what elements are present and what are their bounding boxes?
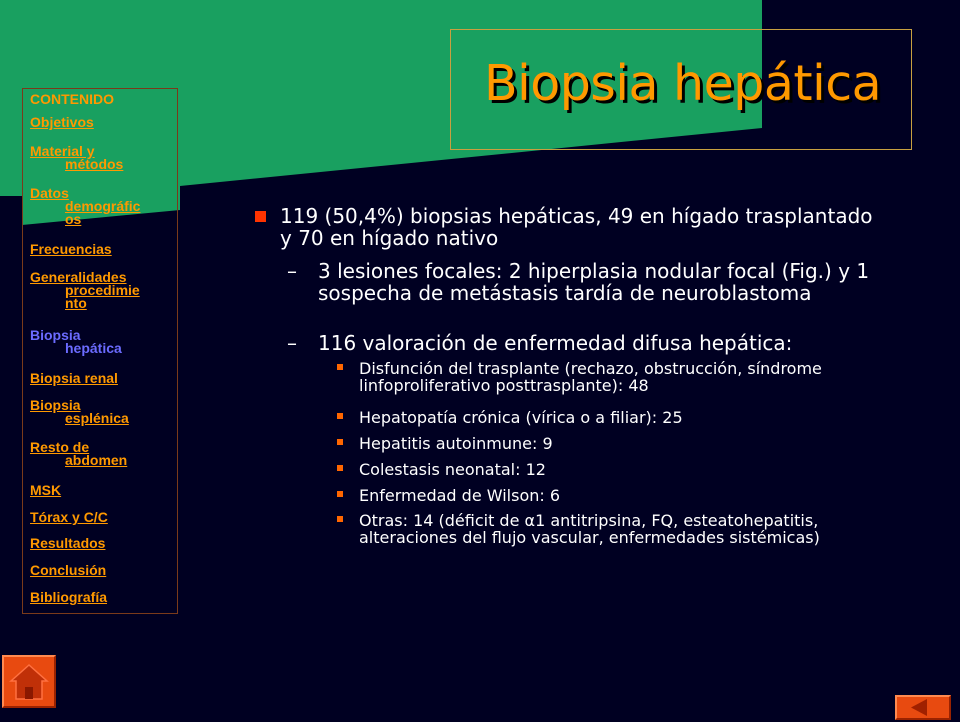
square-bullet-icon [337,465,343,471]
toc-link-0[interactable] [30,116,94,129]
toc-link-line: nto [65,295,87,311]
previous-slide-button[interactable] [895,695,951,720]
toc-link-line: Generalidades [30,269,127,285]
toc-link-line: esplénica [65,410,129,426]
toc-link-9[interactable] [30,484,61,497]
bullet-text: Otras: 14 (déficit de α1 antitripsina, FQ, esteatohepatitis, alteraciones del flujo vascular, enfermedades sistémicas) [359,511,820,547]
square-bullet-icon [337,413,343,419]
toc-link-12[interactable] [30,564,106,577]
toc-link-line: Tórax y C/C [30,509,108,525]
dash-bullet-icon: – [287,259,297,283]
toc-link-line: abdomen [65,452,128,468]
toc-link-3[interactable] [30,243,112,256]
toc-link-line: procedimie [65,282,140,298]
toc-link-8[interactable] [30,441,127,467]
home-icon [4,657,54,706]
bullet-text: 119 (50,4%) biopsias hepáticas, 49 en hígado trasplantado y 70 en hígado nativo [280,204,873,250]
home-button[interactable] [2,655,56,708]
toc-link-2[interactable] [30,187,140,226]
bullet-text: 116 valoración de enfermedad difusa hepática: [318,331,793,355]
bullet-text: Disfunción del trasplante (rechazo, obstrucción, síndrome linfoproliferativo posttrasplante): 48 [359,359,822,395]
bullet-text: Enfermedad de Wilson: 6 [359,486,561,505]
toc-link-line: Conclusión [30,562,107,578]
toc-link-11[interactable] [30,537,105,550]
toc-link-line: Bibliografía [30,589,108,605]
toc-link-line: métodos [65,156,124,172]
arrow-left-icon [897,697,949,718]
toc-link-line: Objetivos [30,114,94,130]
bullet-text: 3 lesiones focales: 2 hiperplasia nodular focal (Fig.) y 1 sospecha de metástasis tardía de neuroblastoma [318,259,870,305]
toc-link-7[interactable] [30,399,129,425]
toc-link-10[interactable] [30,511,108,524]
toc-heading: CONTENIDO [30,91,114,107]
toc-link-5[interactable] [30,329,122,355]
toc-link-line: hepática [65,340,122,356]
toc-link-line: Datos [30,185,69,201]
dash-bullet-icon: – [287,331,297,355]
toc-link-line: demográfic [65,198,141,214]
square-bullet-icon [337,364,343,370]
toc-link-1[interactable] [30,145,123,171]
square-bullet-icon [337,516,343,522]
toc-link-4[interactable] [30,271,140,310]
bullet-text: Colestasis neonatal: 12 [359,460,546,479]
square-bullet-icon [255,211,266,222]
slide-title: Biopsia hepática [484,55,882,112]
bullet-text: Hepatitis autoinmune: 9 [359,434,553,453]
bullet-text: Hepatopatía crónica (vírica o a filiar): 25 [359,408,683,427]
toc-link-line: Resto de [30,439,90,455]
toc-link-6[interactable] [30,372,118,385]
toc-link-line: Resultados [30,535,106,551]
toc-link-line: Biopsia [30,397,81,413]
toc-link-line: Biopsia [30,327,81,343]
toc-link-line: Biopsia renal [30,370,118,386]
toc-link-line: MSK [30,482,62,498]
square-bullet-icon [337,491,343,497]
square-bullet-icon [337,439,343,445]
toc-link-line: Material y [30,143,95,159]
toc-link-13[interactable] [30,591,107,604]
toc-link-line: Frecuencias [30,241,112,257]
toc-panel [22,88,178,614]
toc-link-line: os [65,211,82,227]
